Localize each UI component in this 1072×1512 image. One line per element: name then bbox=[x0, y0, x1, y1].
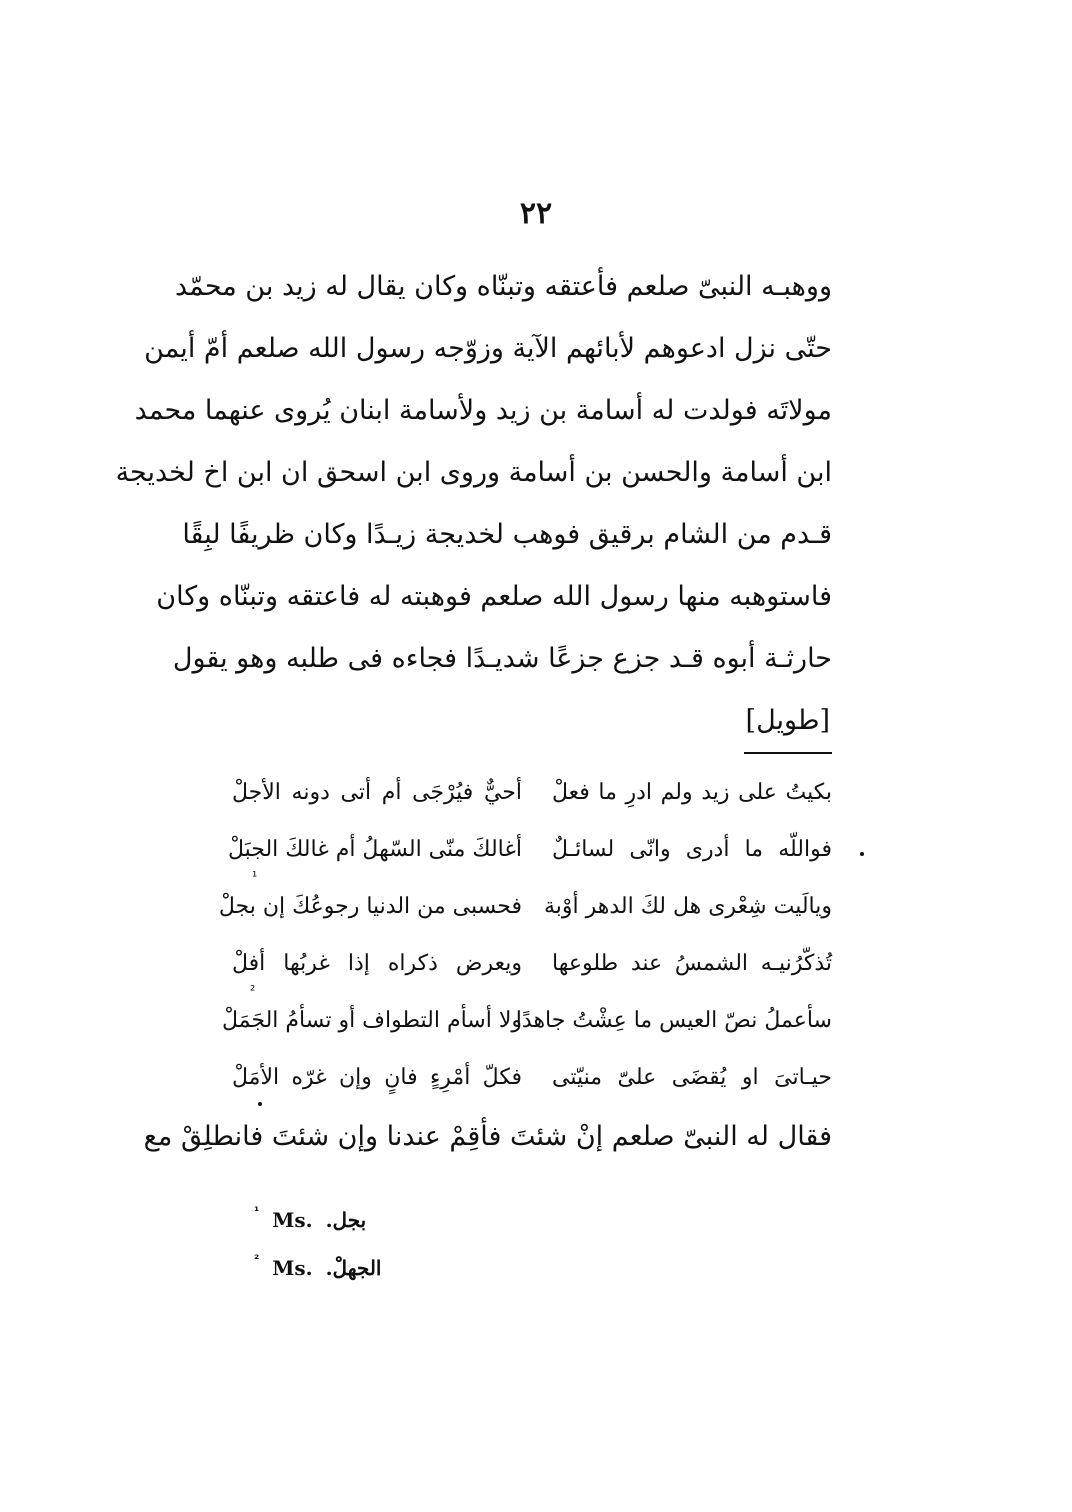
closing-line: فقال له النبىّ صلعم إنْ شئتَ فأقِمْ عندنا وإن شئتَ فانطلِقْ مع bbox=[143, 1121, 832, 1152]
footnote-number: ² bbox=[254, 1252, 260, 1266]
footnote bbox=[254, 1244, 554, 1292]
verse bbox=[218, 878, 832, 935]
verse bbox=[227, 821, 832, 878]
poem bbox=[218, 764, 832, 1106]
hemistich-first: ويالَيت شِعْرى هل لكَ الدهر أوْبة bbox=[543, 894, 832, 919]
hemistich-first: بكيتُ على زيد ولم ادرِ ما فعلْ bbox=[552, 780, 832, 805]
stray-dot bbox=[860, 852, 864, 856]
footnote-abbr: Ms. bbox=[272, 1256, 313, 1280]
prose-line: فاستوهبه منها رسول الله صلعم فوهبته له فاعتقه وتبنّاه وكان bbox=[156, 581, 832, 612]
footnote-abbr: Ms. bbox=[272, 1208, 313, 1232]
prose-line: قـدم من الشام برقيق فوهب لخديجة زيـدًا وكان ظريفًا لبِقًا bbox=[182, 519, 832, 550]
prose-line: حتّى نزل ادعوهم لأبائهم الآية وزوّجه رسول الله صلعم أمّ أيمن bbox=[144, 333, 832, 364]
footnote-number: ¹ bbox=[254, 1204, 260, 1218]
hemistich-second: فكلّ أمْرِءٍ فانٍ وإن غرّه الأمَلْ bbox=[232, 1065, 522, 1090]
footnote-marker: ¹ bbox=[252, 870, 258, 885]
hemistich-second: أحيٌّ فيُرْجَى أم أتى دونه الأجلْ bbox=[232, 780, 522, 805]
prose-line: ووهبـه النبىّ صلعم فأعتقه وتبنّاه وكان يقال له زيد بن محمّد bbox=[175, 271, 832, 302]
hemistich-second: أغالكَ منّى السّهلُ أم غالكَ الجبَلْ bbox=[227, 837, 522, 862]
hemistich-first: تُذكّرُنيـه الشمسُ عند طلوعها bbox=[552, 951, 832, 976]
footnote bbox=[254, 1196, 554, 1244]
page-number: ٢٢ bbox=[519, 196, 553, 231]
footnote-word: الجهلْ. bbox=[325, 1256, 382, 1280]
verse bbox=[232, 764, 832, 821]
hemistich-first: سأعملُ نصّ العيس ما عِشْتُ جاهدًا bbox=[515, 1008, 832, 1033]
prose-paragraph bbox=[115, 256, 832, 752]
hemistich-second: ولا أسأم التطواف أو تسأمُ الجَمَلْ bbox=[222, 1008, 522, 1033]
meter-line bbox=[232, 690, 832, 752]
footnote-marker: ² bbox=[250, 984, 256, 999]
hemistich-first: فواللّه ما أدرى وانّى لسائـلٌ bbox=[552, 837, 832, 862]
verse bbox=[232, 935, 832, 992]
footnotes bbox=[254, 1196, 554, 1292]
prose-line: مولاتَه فولدت له أسامة بن زيد ولأسامة ابنان يُروى عنهما محمد bbox=[134, 395, 832, 426]
meter-label: [طويل] bbox=[744, 690, 832, 754]
verse bbox=[232, 1049, 832, 1106]
prose-line: ابن أسامة والحسن بن أسامة وروى ابن اسحق ان ابن اخ لخديجة bbox=[115, 457, 832, 488]
footnote-word: بجل. bbox=[325, 1208, 367, 1232]
verse bbox=[222, 992, 832, 1049]
hemistich-second: فحسبى من الدنيا رجوعُكَ إن بجلْ bbox=[218, 894, 522, 919]
hemistich-second: ويعرض ذكراه إذا غربُها أفلْ bbox=[232, 951, 522, 976]
prose-line: حارثـة أبوه قـد جزع جزعًا شديـدًا فجاءه فى طلبه وهو يقول bbox=[172, 643, 832, 674]
hemistich-first: حيـاتىَ او يُقضَى علىّ منيّتى bbox=[552, 1065, 832, 1090]
